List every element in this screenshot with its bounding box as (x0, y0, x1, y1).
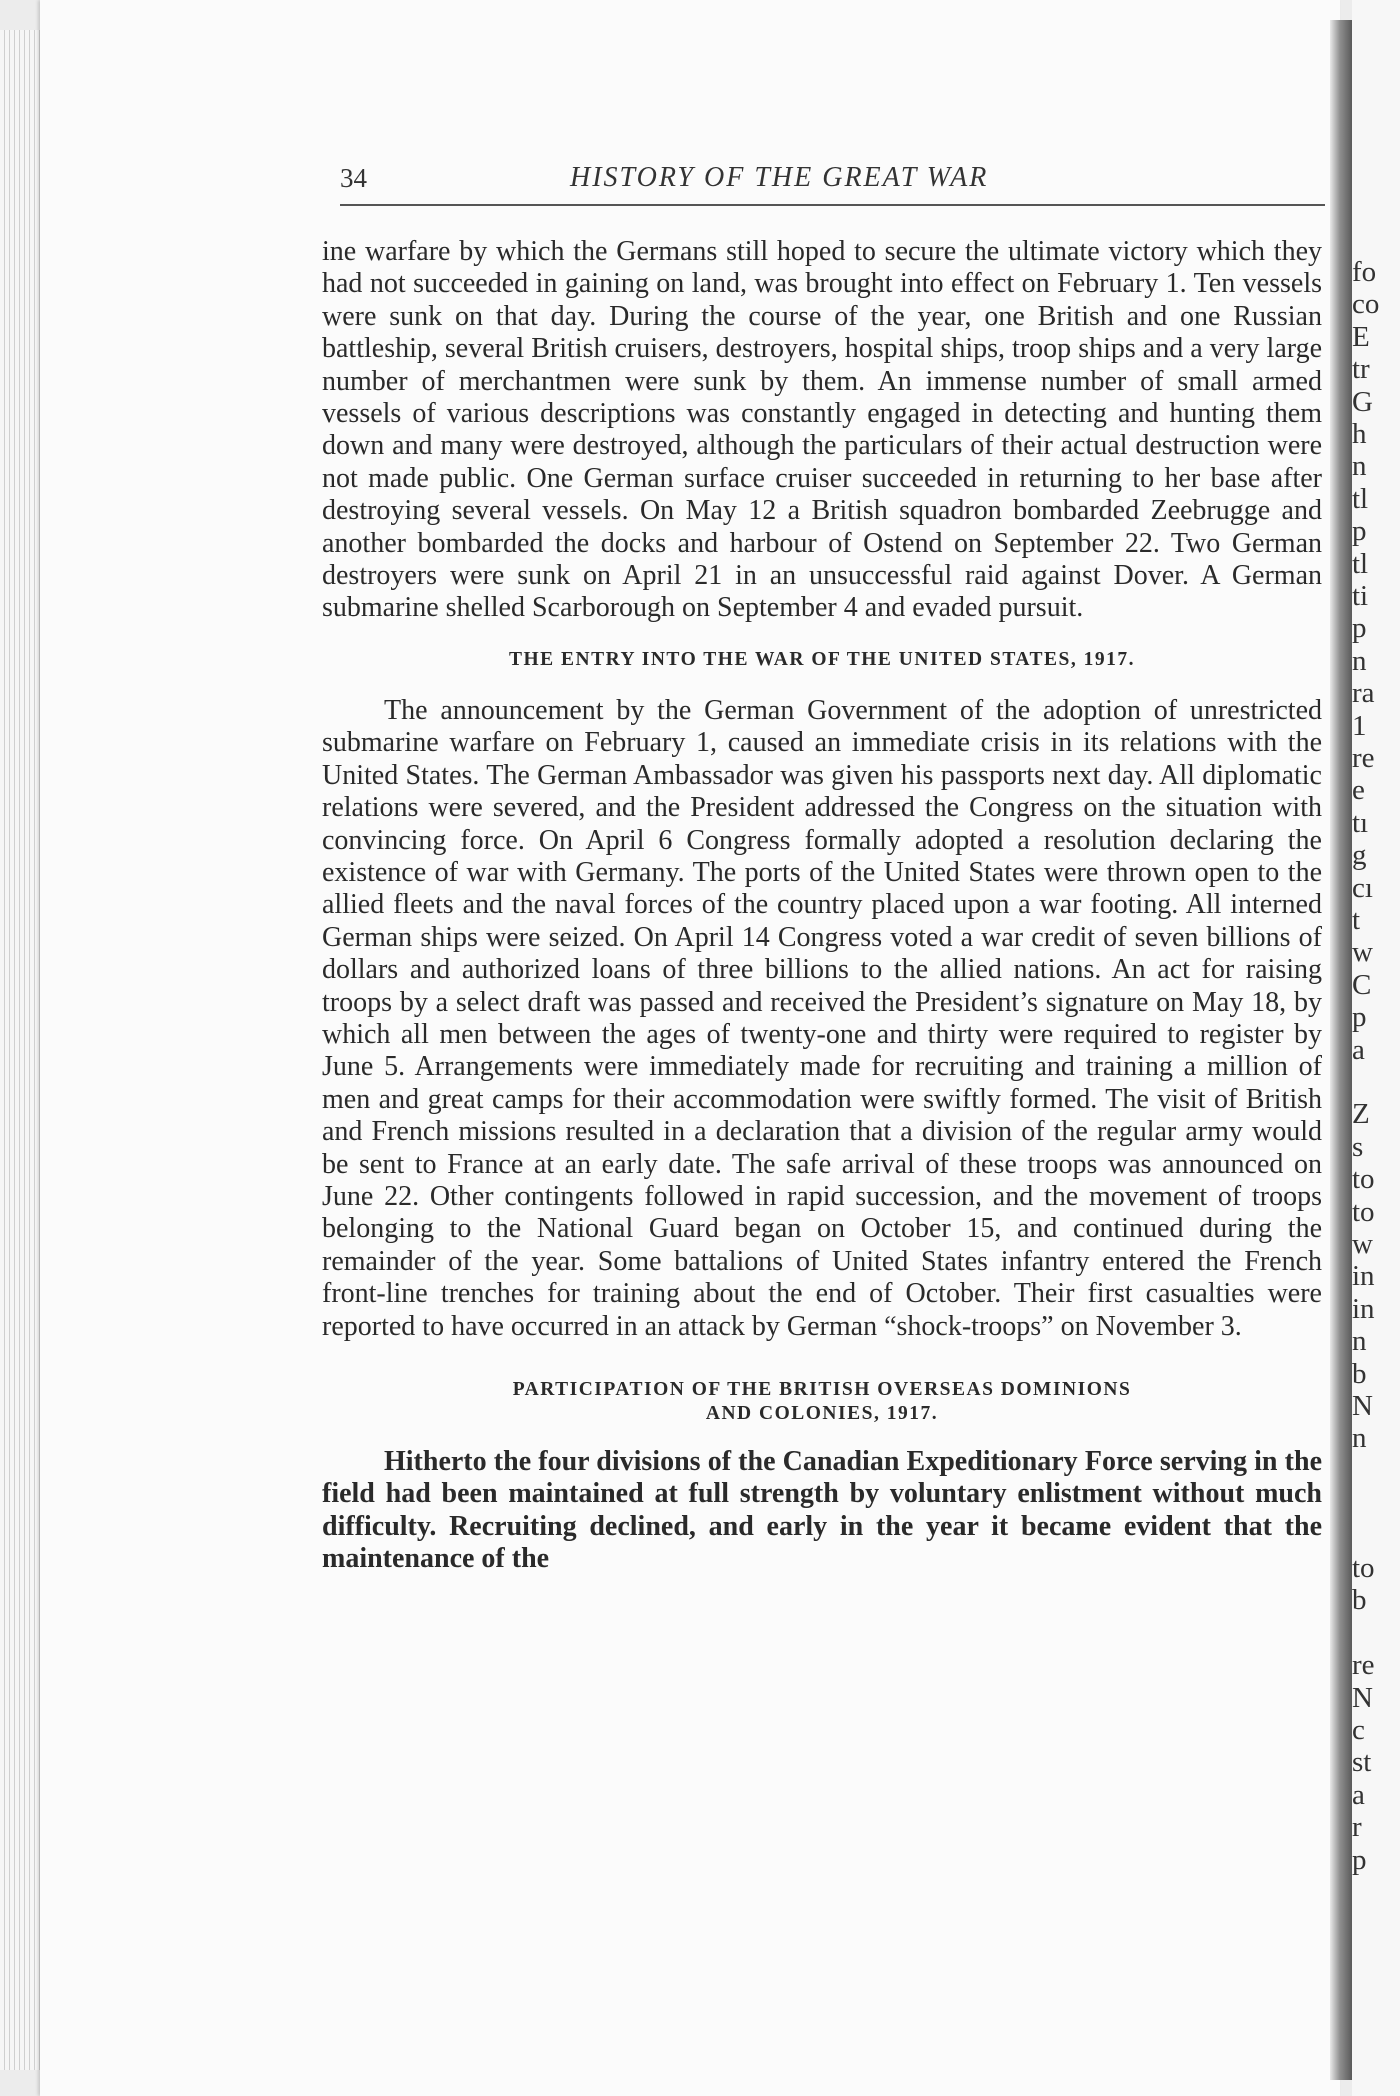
section-heading-united-states: THE ENTRY INTO THE WAR OF THE UNITED STATES, 1917. (508, 648, 1136, 670)
facing-page-fragment: n (1352, 450, 1367, 483)
facing-page-fragment: s (1352, 1130, 1364, 1163)
paragraph-submarine-warfare: ine warfare by which the Germans still hoped to secure the ultimate victory which they had not succeeded in gaining on land, was brought into effect on February 1. Ten vessels were sunk on that day. During the course of the year, one British and one Russian battleship, several British cruisers, destroyers, hospital ships, troop ships and a very large number of merchantmen were sunk by them. An immense number of small armed vessels of various descriptions was constantly engaged in detecting and hunting them down and many were destroyed, although the particulars of their actual destruction were not made public. One German surface cruiser succeeded in returning to her base after destroying several vessels. On May 12 a British squadron bombarded Zeebrugge and another bombarded the docks and harbour of Ostend on September 22. Two German destroyers were sunk on April 21 in an unsuccessful raid against Dover. A German submarine shelled Scarborough on September 4 and evaded pursuit. (322, 236, 1322, 624)
facing-page-fragment: N (1352, 1681, 1373, 1714)
facing-page-fragment: n (1352, 1422, 1367, 1455)
facing-page-fragment: tr (1352, 353, 1370, 386)
facing-page-fragment: p (1352, 612, 1367, 645)
facing-page-fragment: tı (1352, 806, 1369, 839)
section-heading-dominions-line-2: AND COLONIES, 1917. (705, 1403, 939, 1424)
facing-page-fragment: ra (1352, 677, 1375, 710)
binding-gutter (1330, 20, 1352, 2080)
facing-page-fragment: w (1352, 1228, 1373, 1260)
facing-page-fragment: c (1352, 1714, 1365, 1746)
running-title: HISTORY OF THE GREAT WAR (570, 162, 989, 193)
facing-page-fragment: 1 (1352, 709, 1367, 742)
facing-page-fragment: t (1352, 904, 1361, 936)
facing-page-fragment: p (1352, 1843, 1367, 1876)
page-number: 34 (340, 163, 367, 193)
facing-page-fragment: to (1352, 1195, 1375, 1228)
facing-page-fragment: in (1352, 1292, 1375, 1325)
facing-page-fragment: tl (1352, 482, 1369, 515)
facing-page-fragment (1352, 1616, 1400, 1650)
facing-page-fragment: w (1352, 936, 1373, 969)
facing-page-fragment: ti (1352, 580, 1369, 612)
facing-page-fragment: a (1352, 1778, 1365, 1811)
page-body (322, 236, 1322, 1576)
section-heading-dominions-line-1: PARTICIPATION OF THE BRITISH OVERSEAS DOMINIONS (512, 1379, 1132, 1400)
facing-page-fragment: to (1352, 1163, 1375, 1196)
facing-page-fragment: a (1352, 1033, 1365, 1066)
facing-page-fragment (1352, 1454, 1400, 1488)
facing-page-fragment: cı (1352, 871, 1373, 904)
facing-page-fragment: re (1352, 742, 1375, 774)
facing-page-fragment: in (1352, 1260, 1375, 1293)
facing-page-fragment: e (1352, 774, 1365, 807)
facing-page-fragment: n (1352, 644, 1367, 677)
facing-page-fragment: fo (1352, 256, 1377, 288)
facing-page-fragment: N (1352, 1390, 1373, 1422)
facing-page-fragment: b (1352, 1357, 1367, 1390)
facing-page-fragment: p (1352, 515, 1367, 548)
facing-page-fragment: Z (1352, 1098, 1370, 1131)
header-rule (340, 204, 1325, 206)
paragraph-united-states: The announcement by the German Government of the adoption of unrestricted submarine warfare on February 1, caused an immediate crisis in its relations with the United States. The German Ambassador was given his passports next day. All diplomatic relations were severed, and the President addressed the Congress on the situation with convincing force. On April 6 Congress formally adopted a resolution declaring the existence of war with Germany. The ports of the United States were thrown open to the allied fleets and the naval forces of the country placed upon a war footing. All interned German ships were seized. On April 14 Congress voted a war credit of seven billions of dollars and authorized loans of three billions to the allied nations. An act for raising troops by a select draft was passed and received the President’s signature on May 18, by which all men between the ages of twenty-one and thirty were required to register by June 5. Arrangements were immediately made for recruiting and training a million of men and great camps for their accommodation were swiftly formed. The visit of British and French missions resulted in a declaration that a division of the regular army would be sent to France at an early date. The safe arrival of these troops was announced on June 22. Other contingents followed in rapid succession, and the movement of troops belonging to the National Guard began on October 15, and continued during the remainder of the year. Some battalions of United States infantry entered the French front-line trenches for training about the end of October. Their first casualties were reported to have occurred in an attack by German “shock-troops” on November 3. (322, 694, 1322, 1342)
facing-page-fragment: co (1352, 288, 1380, 321)
facing-page-fragment: r (1352, 1811, 1362, 1844)
facing-page-edge (1352, 0, 1400, 2096)
facing-page-fragment: G (1352, 385, 1373, 418)
facing-page-fragment: E (1352, 320, 1370, 353)
facing-page-fragment: g (1352, 839, 1367, 872)
facing-page-fragment (1352, 1486, 1400, 1520)
page-header (340, 160, 1325, 200)
facing-page-fragment: p (1352, 1001, 1367, 1034)
facing-page-fragment: st (1352, 1746, 1372, 1779)
section-heading-dominions (322, 1378, 1322, 1426)
facing-page-fragment: to (1352, 1552, 1375, 1584)
paragraph-canadian-force: Hitherto the four divisions of the Canadian Expeditionary Force serving in the field had been maintained at full strength by voluntary enlistment without much difficulty. Recruiting declined, and early in the year it became evident that the maintenance of the (322, 1446, 1322, 1575)
facing-page-fragment (1352, 1065, 1400, 1099)
facing-page-fragment: h (1352, 418, 1367, 450)
facing-page-fragment: C (1352, 968, 1372, 1001)
facing-page-fragment: tl (1352, 547, 1369, 580)
facing-page-fragment: b (1352, 1584, 1367, 1617)
facing-page-fragment: re (1352, 1649, 1375, 1682)
facing-page-fragment: n (1352, 1325, 1367, 1358)
facing-page-fragment (1352, 1519, 1400, 1553)
